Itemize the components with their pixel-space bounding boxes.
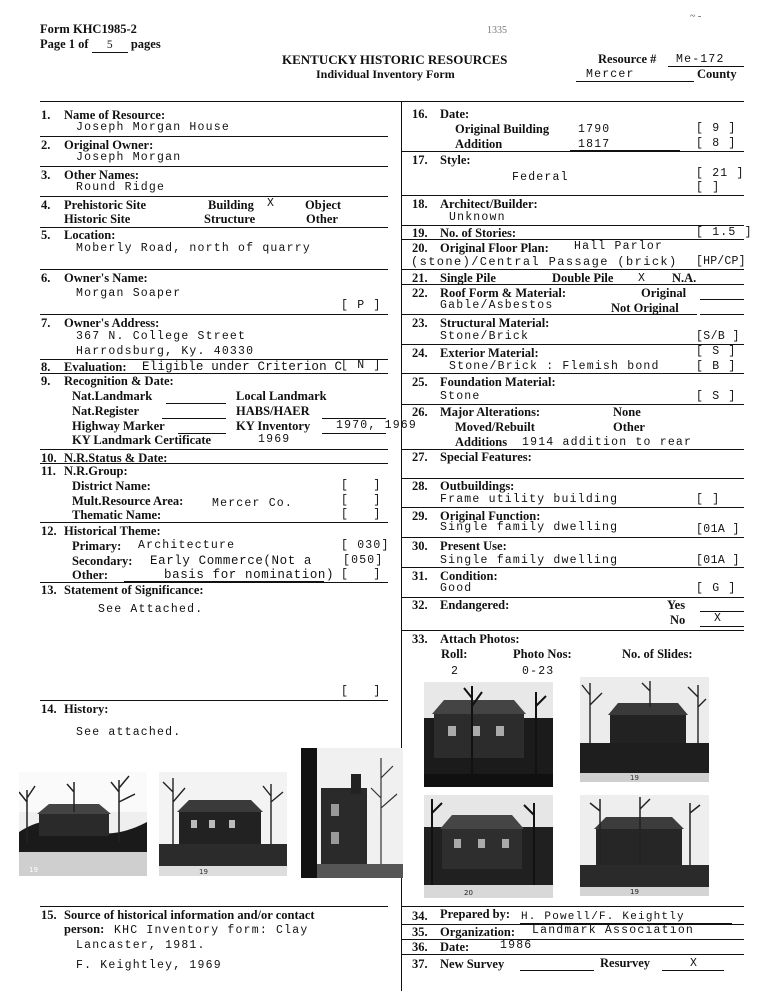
original-building-value: 1790 bbox=[578, 123, 611, 136]
owners-address-line1: 367 N. College Street bbox=[76, 330, 247, 343]
prepared-date-value: 1986 bbox=[500, 939, 533, 952]
condition-value: Good bbox=[440, 582, 473, 595]
highway-marker: Highway Marker bbox=[72, 419, 165, 433]
outbuildings-label: Outbuildings: bbox=[440, 479, 515, 493]
photo-nos-value: 0-23 bbox=[522, 665, 555, 678]
source-line2: Lancaster, 1981. bbox=[76, 939, 206, 952]
prehistoric-site: Prehistoric Site bbox=[64, 198, 147, 212]
addition-code: [ 8 ] bbox=[696, 137, 737, 150]
addition-value: 1817 bbox=[578, 138, 611, 151]
architect-value: Unknown bbox=[449, 211, 506, 224]
foundation-label: Foundation Material: bbox=[440, 375, 556, 389]
historic-site: Historic Site bbox=[64, 212, 131, 226]
nat-register: Nat.Register bbox=[72, 404, 139, 418]
alterations-other: Other bbox=[613, 420, 645, 434]
source-label-person: person: bbox=[64, 922, 105, 936]
original-owner-value: Joseph Morgan bbox=[76, 151, 182, 164]
evaluation-value: Eligible under Criterion C bbox=[142, 360, 343, 374]
primary-label: Primary: bbox=[72, 539, 122, 553]
roll-value: 2 bbox=[451, 665, 460, 678]
exterior-label: Exterior Material: bbox=[440, 346, 539, 360]
organization-label: Organization: bbox=[440, 925, 515, 939]
resurvey-label: Resurvey bbox=[600, 956, 650, 970]
roof-label: Roof Form & Material: bbox=[440, 286, 566, 300]
style-code: [ 21 ] bbox=[696, 167, 745, 180]
alterations-label: Major Alterations: bbox=[440, 405, 541, 419]
na-option: N.A. bbox=[672, 271, 697, 285]
history-value: See attached. bbox=[76, 726, 182, 739]
double-pile-mark: X bbox=[638, 272, 647, 285]
prepared-date-label: Date: bbox=[440, 940, 470, 954]
primary-value: Architecture bbox=[138, 539, 236, 552]
prepared-by-label: Prepared by: bbox=[440, 907, 511, 921]
mult-resource-value: Mercer Co. bbox=[212, 497, 294, 510]
source-line1: KHC Inventory form: Clay bbox=[114, 924, 309, 937]
form-subtitle: Individual Inventory Form bbox=[316, 67, 455, 81]
roof-original: Original bbox=[641, 286, 687, 300]
foundation-code: [ S ] bbox=[696, 390, 737, 403]
roof-value: Gable/Asbestos bbox=[440, 299, 554, 312]
source-label: Source of historical information and/or contact bbox=[64, 908, 315, 922]
moved-rebuilt: Moved/Rebuilt bbox=[455, 420, 535, 434]
roll-label: Roll: bbox=[441, 647, 468, 661]
foundation-value: Stone bbox=[440, 390, 481, 403]
corner-mark: ~ - bbox=[690, 11, 702, 22]
evaluation-label: Evaluation: bbox=[64, 360, 127, 374]
endangered-no: No bbox=[670, 613, 686, 627]
additions-value: 1914 addition to rear bbox=[522, 436, 693, 449]
exterior-value: Stone/Brick : Flemish bond bbox=[449, 360, 660, 373]
condition-code: [ G ] bbox=[696, 582, 737, 595]
page-total: 5 bbox=[92, 40, 128, 53]
house-photo-5 bbox=[580, 677, 709, 782]
location-label: Location: bbox=[64, 228, 116, 242]
original-building-label: Original Building bbox=[455, 122, 550, 136]
habs-haer: HABS/HAER bbox=[236, 404, 310, 418]
historical-theme-label: Historical Theme: bbox=[64, 524, 161, 538]
page-count: Page 1 of 5 pages bbox=[40, 37, 161, 51]
nr-group-label: N.R.Group: bbox=[64, 464, 128, 478]
prepared-by-value: H. Powell/F. Keightly bbox=[521, 911, 685, 923]
owners-address-label: Owner's Address: bbox=[64, 316, 160, 330]
svg-text:19: 19 bbox=[630, 774, 639, 782]
district-name: District Name: bbox=[72, 479, 151, 493]
ky-inventory: KY Inventory bbox=[236, 419, 311, 433]
significance-value: See Attached. bbox=[98, 603, 204, 616]
floor-plan-value1: Hall Parlor bbox=[574, 240, 664, 253]
attach-photos-label: Attach Photos: bbox=[440, 632, 520, 646]
owners-name-label: Owner's Name: bbox=[64, 271, 148, 285]
county-label: County bbox=[697, 67, 737, 81]
new-survey-label: New Survey bbox=[440, 957, 505, 971]
floor-plan-code: [HP/CP] bbox=[696, 255, 746, 268]
other-theme-label: Other: bbox=[72, 568, 109, 582]
owners-name-value: Morgan Soaper bbox=[76, 287, 182, 300]
nr-status-label: N.R.Status & Date: bbox=[64, 451, 168, 465]
evaluation-code: [ N ] bbox=[341, 359, 382, 372]
svg-text:19: 19 bbox=[199, 868, 208, 876]
secondary-value: Early Commerce(Not a bbox=[150, 554, 313, 568]
organization-value: Landmark Association bbox=[532, 924, 695, 937]
house-photo-3 bbox=[301, 748, 403, 878]
name-of-resource-label: Name of Resource: bbox=[64, 108, 166, 122]
stamp: 1335 bbox=[487, 25, 507, 36]
original-owner-label: Original Owner: bbox=[64, 138, 154, 152]
other-theme-value: basis for nomination) bbox=[164, 568, 335, 582]
other-names-value: Round Ridge bbox=[76, 181, 166, 194]
svg-text:20: 20 bbox=[464, 889, 473, 897]
building-option: Building bbox=[208, 198, 254, 212]
resource-label: Resource # bbox=[598, 52, 657, 66]
endangered-label: Endangered: bbox=[440, 598, 510, 612]
form-id: Form KHC1985-2 bbox=[40, 22, 137, 36]
house-photo-6 bbox=[424, 795, 553, 898]
mult-resource-area: Mult.Resource Area: bbox=[72, 494, 184, 508]
structural-label: Structural Material: bbox=[440, 316, 550, 330]
addition-label: Addition bbox=[455, 137, 503, 151]
primary-code: [ 030] bbox=[341, 539, 390, 552]
outbuildings-value: Frame utility building bbox=[440, 493, 619, 506]
exterior-code: [ S ] bbox=[696, 345, 737, 358]
roof-not-original: Not Original bbox=[611, 301, 679, 315]
date-label: Date: bbox=[440, 107, 470, 121]
house-photo-4 bbox=[424, 682, 553, 787]
special-features-label: Special Features: bbox=[440, 450, 532, 464]
additions-label: Additions bbox=[455, 435, 508, 449]
other-option: Other bbox=[306, 212, 338, 226]
original-function-label: Original Function: bbox=[440, 509, 541, 523]
significance-label: Statement of Significance: bbox=[64, 583, 204, 597]
county-value: Mercer bbox=[586, 68, 635, 81]
single-pile: Single Pile bbox=[440, 271, 496, 285]
stories-label: No. of Stories: bbox=[440, 226, 517, 240]
secondary-code: [050] bbox=[343, 554, 384, 567]
local-landmark: Local Landmark bbox=[236, 389, 327, 403]
ky-landmark-certificate: KY Landmark Certificate bbox=[72, 433, 212, 447]
name-of-resource-value: Joseph Morgan House bbox=[76, 121, 230, 134]
endangered-yes: Yes bbox=[667, 598, 686, 612]
outbuildings-code: [ ] bbox=[696, 493, 721, 506]
present-use-code: [01A ] bbox=[696, 554, 740, 567]
nat-landmark: Nat.Landmark bbox=[72, 389, 153, 403]
house-photo-2 bbox=[159, 772, 287, 876]
style-label: Style: bbox=[440, 153, 471, 167]
resurvey-mark: X bbox=[690, 957, 699, 970]
structure-option: Structure bbox=[204, 212, 256, 226]
source-line3: F. Keightley, 1969 bbox=[76, 959, 222, 972]
ky-inventory-value: 1970, 1969 bbox=[336, 419, 418, 432]
original-function-code: [01A ] bbox=[696, 523, 740, 536]
owners-address-line2: Harrodsburg, Ky. 40330 bbox=[76, 345, 255, 358]
thematic-name: Thematic Name: bbox=[72, 508, 162, 522]
stories-code: [ 1.5 ] bbox=[696, 226, 753, 239]
present-use-value: Single family dwelling bbox=[440, 554, 619, 567]
architect-label: Architect/Builder: bbox=[440, 197, 538, 211]
endangered-no-mark: X bbox=[714, 612, 723, 625]
history-label: History: bbox=[64, 702, 109, 716]
recognition-label: Recognition & Date: bbox=[64, 374, 174, 388]
svg-text:19: 19 bbox=[630, 888, 639, 896]
floor-plan-label: Original Floor Plan: bbox=[440, 241, 549, 255]
alterations-none: None bbox=[613, 405, 641, 419]
condition-label: Condition: bbox=[440, 569, 498, 583]
other-names-label: Other Names: bbox=[64, 168, 140, 182]
form-title: KENTUCKY HISTORIC RESOURCES bbox=[282, 52, 508, 67]
original-function-value: Single family dwelling bbox=[440, 521, 619, 534]
photo-nos-label: Photo Nos: bbox=[513, 647, 572, 661]
double-pile: Double Pile bbox=[552, 271, 614, 285]
style-value: Federal bbox=[512, 171, 569, 184]
original-building-code: [ 9 ] bbox=[696, 122, 737, 135]
slides-label: No. of Slides: bbox=[622, 647, 693, 661]
ky-landmark-value: 1969 bbox=[258, 433, 291, 446]
building-mark: X bbox=[267, 197, 276, 210]
structural-code: [S/B ] bbox=[696, 330, 740, 343]
present-use-label: Present Use: bbox=[440, 539, 507, 553]
object-option: Object bbox=[305, 198, 342, 212]
house-photo-7 bbox=[580, 795, 709, 896]
photo-number: 19 bbox=[29, 866, 38, 874]
secondary-label: Secondary: bbox=[72, 554, 133, 568]
structural-value: Stone/Brick bbox=[440, 330, 530, 343]
resource-value: Me-172 bbox=[676, 53, 725, 66]
house-photo-1 bbox=[19, 772, 147, 876]
floor-plan-value2: (stone)/Central Passage (brick) bbox=[411, 255, 678, 269]
location-value: Moberly Road, north of quarry bbox=[76, 242, 311, 255]
owners-name-code: [ P ] bbox=[341, 299, 382, 312]
